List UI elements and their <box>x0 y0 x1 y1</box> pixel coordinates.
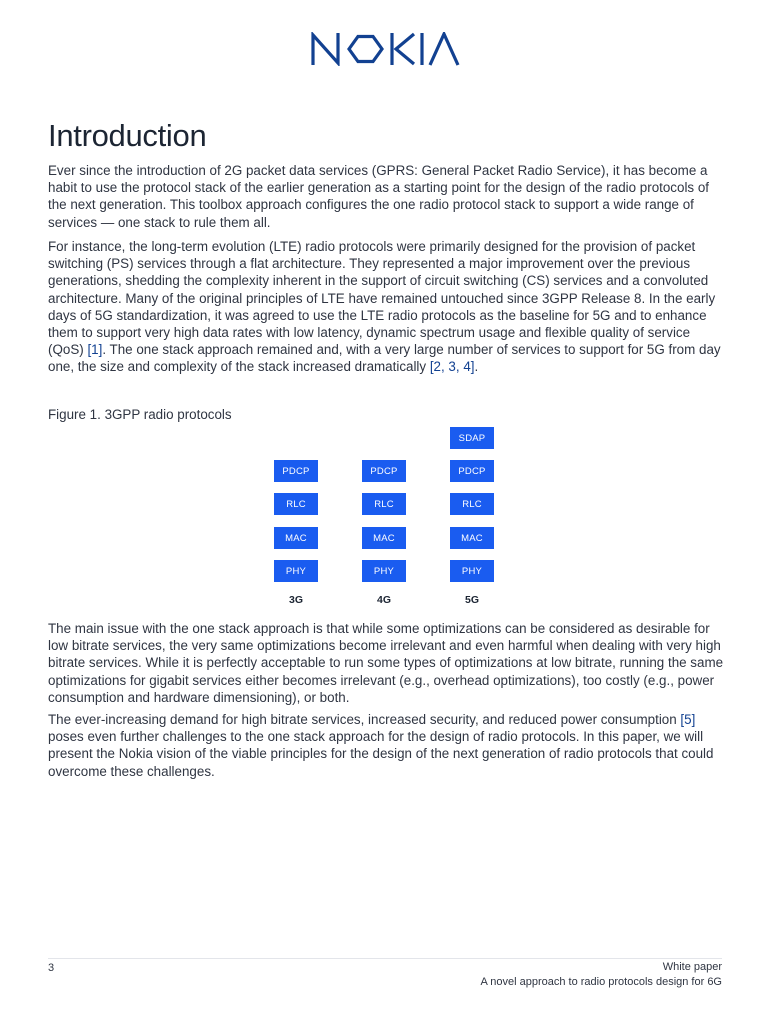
stack-4g-rlc: RLC <box>362 493 406 515</box>
figure-caption: Figure 1. 3GPP radio protocols <box>48 407 232 422</box>
footer-document-info <box>480 960 722 990</box>
reference-link-1[interactable]: [1] <box>87 342 103 358</box>
footer-doc-title: A novel approach to radio protocols design for 6G <box>480 976 722 988</box>
intro-paragraph-1: Ever since the introduction of 2G packet data services (GPRS: General Packet Radio Service), it has become a habit to use the protocol stack of the earlier generation as a starting point for the design of the radio protocols of the next generation. This toolbox approach configures the one radio protocol stack to support a wide range of services — one stack to rule them all. <box>48 163 710 230</box>
page-title: Introduction <box>48 118 207 153</box>
stack-5g-phy: PHY <box>450 560 494 582</box>
paragraph-text: . <box>474 359 479 375</box>
generation-label-3g: 3G <box>288 594 303 606</box>
stack-3g-mac: MAC <box>274 527 318 549</box>
reference-link-5[interactable]: [5] <box>680 712 696 727</box>
paragraph-text: . The one stack approach remained and, with a very large number of services to support for 5G from day one, the size and complexity of the stack increased dramatically <box>48 342 721 375</box>
footer-doc-type: White paper <box>662 961 722 973</box>
stack-4g-phy: PHY <box>362 560 406 582</box>
generation-label-5g: 5G <box>464 594 479 606</box>
stack-4g-pdcp: PDCP <box>362 460 406 482</box>
nokia-logo <box>310 32 460 66</box>
intro-paragraph-4 <box>48 711 724 780</box>
footer-divider <box>48 958 722 959</box>
intro-paragraph-3: The main issue with the one stack approach is that while some optimizations can be considered as desirable for low bitrate services, the very same optimizations become irrelevant and even harmful when dealing with very high bitrate services. While it is perfectly acceptable to run some types of optimizations at low bitrate, running the same optimizations for gigabit services either becomes irrelevant (e.g., overhead optimizations), too costly (e.g., power consumption and hardware dimensioning), or both. <box>48 621 724 705</box>
reference-link-2-3-4[interactable]: [2, 3, 4] <box>429 359 475 375</box>
paragraph-text: poses even further challenges to the one stack approach for the design of radio protocols. In this paper, we will present the Nokia vision of the viable principles for the design of the next generation of radio protocols that could overcome these challenges. <box>48 729 714 779</box>
stack-3g-rlc: RLC <box>274 493 318 515</box>
stack-5g-rlc: RLC <box>450 493 494 515</box>
stack-5g-pdcp: PDCP <box>450 460 494 482</box>
stack-3g-phy: PHY <box>274 560 318 582</box>
paragraph-text: For instance, the long-term evolution (LTE) radio protocols were primarily designed for the provision of packet switching (PS) services through a flat architecture. They represented a major improvement over the previous generations, shedding the complexity inherent in the support of circuit switching (CS) services and a convoluted architecture. Many of the original principles of LTE have remained untouched since 3GPP Release 8. In the early days of 5G standardization, it was agreed to use the LTE radio protocols as the baseline for 5G and to enhance them to support very high data rates with low latency, dynamic spectrum usage and flexible quality of service (QoS) <box>48 239 716 358</box>
stack-5g-sdap: SDAP <box>450 427 494 449</box>
paragraph-text: The ever-increasing demand for high bitrate services, increased security, and reduced power consumption <box>48 712 681 727</box>
stack-4g-mac: MAC <box>362 527 406 549</box>
generation-label-4g: 4G <box>376 594 391 606</box>
stack-3g-pdcp: PDCP <box>274 460 318 482</box>
stack-5g-mac: MAC <box>450 527 494 549</box>
page-number: 3 <box>48 962 55 974</box>
intro-paragraph-2 <box>48 238 724 376</box>
